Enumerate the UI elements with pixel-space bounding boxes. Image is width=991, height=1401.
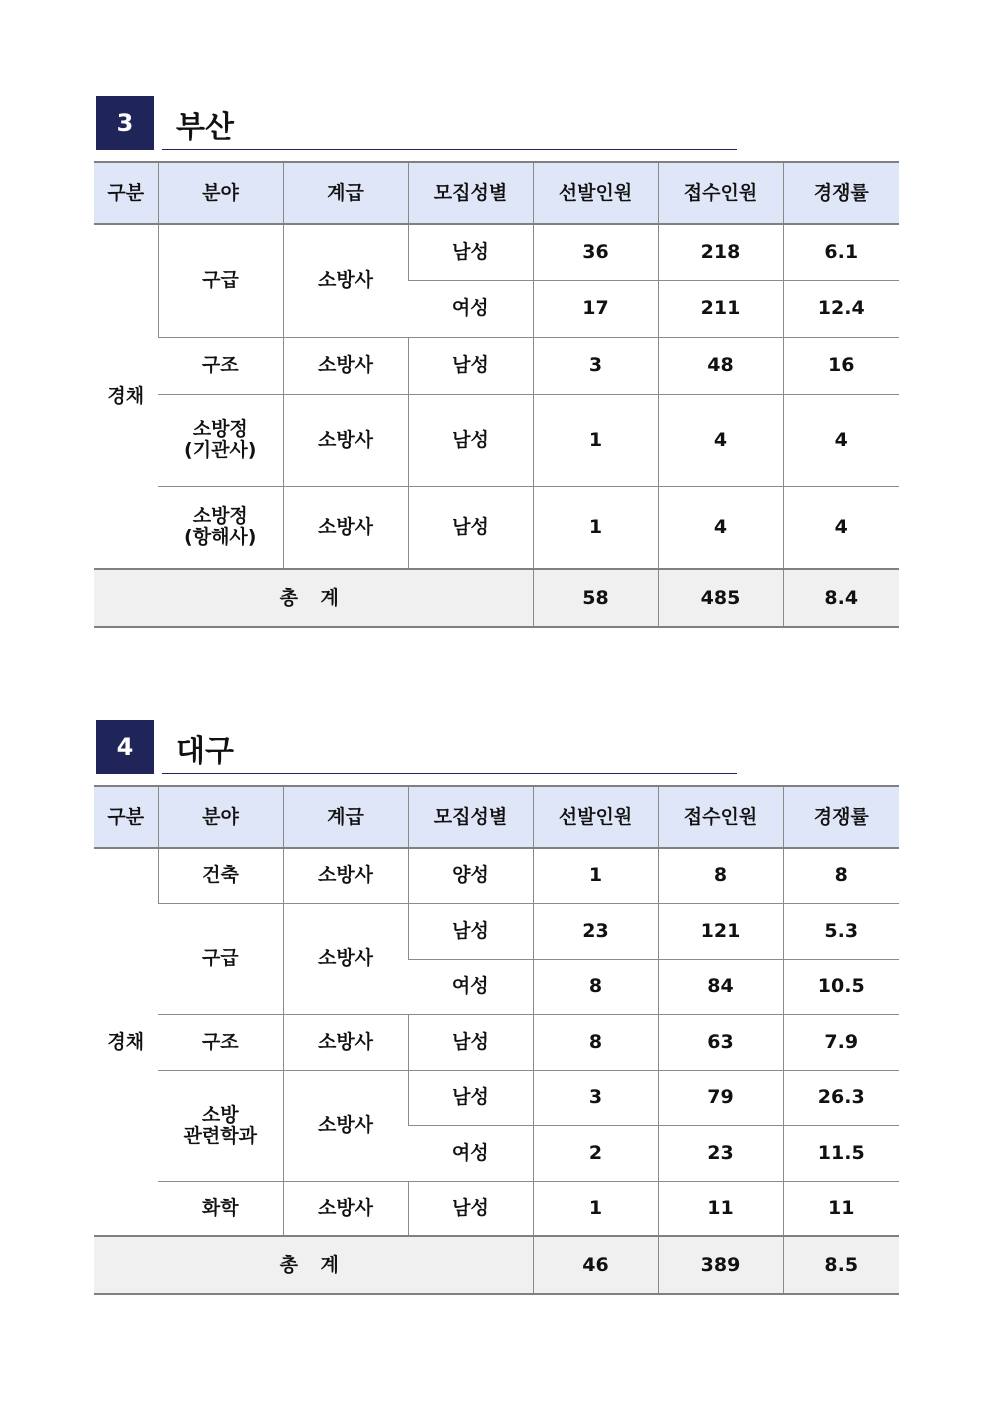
- rank-cell: 소방사: [283, 486, 408, 569]
- field-line: (기관사): [184, 439, 257, 461]
- applied-cell: 4: [658, 394, 783, 486]
- ratio-cell: 4: [783, 394, 899, 486]
- applied-cell: 218: [658, 224, 783, 280]
- selected-cell: 1: [533, 486, 658, 569]
- field-cell: [158, 486, 283, 569]
- rank-cell: 소방사: [283, 903, 408, 1014]
- field-cell: 구급: [158, 903, 283, 1014]
- gender-cell: 남성: [408, 1014, 533, 1070]
- header-rank: 계급: [283, 162, 408, 224]
- gender-cell: 양성: [408, 848, 533, 903]
- field-line: (항해사): [184, 526, 257, 549]
- ratio-cell: 11.5: [783, 1125, 899, 1181]
- ratio-cell: 7.9: [783, 1014, 899, 1070]
- table-row: [94, 848, 899, 903]
- total-row: [94, 1236, 899, 1294]
- gender-cell: 여성: [408, 280, 533, 337]
- gender-cell: 남성: [408, 337, 533, 394]
- gender-cell: 남성: [408, 1070, 533, 1125]
- section-number-badge: 3: [96, 96, 154, 150]
- rank-cell: 소방사: [283, 224, 408, 337]
- table-header-row: [94, 786, 899, 848]
- field-cell: 구급: [158, 224, 283, 337]
- ratio-cell: 26.3: [783, 1070, 899, 1125]
- header-gender: 모집성별: [408, 786, 533, 848]
- applied-cell: 23: [658, 1125, 783, 1181]
- total-label: 총 계: [94, 569, 533, 627]
- table-row: [94, 1070, 899, 1125]
- header-category: 구분: [94, 786, 158, 848]
- recruitment-table: [94, 161, 899, 628]
- category-cell: 경채: [107, 385, 145, 408]
- field-cell: 건축: [158, 848, 283, 903]
- applied-cell: 121: [658, 903, 783, 959]
- header-gender: 모집성별: [408, 162, 533, 224]
- applied-cell: 79: [658, 1070, 783, 1125]
- selected-cell: 1: [533, 848, 658, 903]
- ratio-cell: 4: [783, 486, 899, 569]
- section-title: 대구: [176, 734, 234, 769]
- field-line: 소방: [201, 1103, 239, 1126]
- applied-cell: 211: [658, 280, 783, 337]
- section-busan: [94, 96, 899, 609]
- selected-cell: 17: [533, 280, 658, 337]
- header-field: 분야: [158, 162, 283, 224]
- gender-cell: 남성: [408, 394, 533, 486]
- field-line: 소방정: [192, 418, 248, 441]
- total-applied: 389: [658, 1236, 783, 1294]
- header-ratio: 경쟁률: [783, 786, 899, 848]
- field-cell: [158, 394, 283, 486]
- table-row: [94, 903, 899, 959]
- section-daegu: [94, 720, 899, 1276]
- ratio-cell: 12.4: [783, 280, 899, 337]
- field-cell: 화학: [158, 1181, 283, 1236]
- rank-cell: 소방사: [283, 848, 408, 903]
- table-row: [94, 1181, 899, 1236]
- total-ratio: 8.5: [783, 1236, 899, 1294]
- selected-cell: 1: [533, 1181, 658, 1236]
- total-selected: 58: [533, 569, 658, 627]
- selected-cell: 3: [533, 1070, 658, 1125]
- gender-cell: 여성: [408, 1125, 533, 1181]
- selected-cell: 1: [533, 394, 658, 486]
- ratio-cell: 10.5: [783, 959, 899, 1014]
- field-line: 관련학과: [183, 1124, 257, 1147]
- header-field: 분야: [158, 786, 283, 848]
- rank-cell: 소방사: [283, 394, 408, 486]
- ratio-cell: 11: [783, 1181, 899, 1236]
- ratio-cell: 6.1: [783, 224, 899, 280]
- section-header: [94, 96, 899, 152]
- ratio-cell: 5.3: [783, 903, 899, 959]
- ratio-cell: 8: [783, 848, 899, 903]
- table-row: [94, 394, 899, 486]
- applied-cell: 4: [658, 486, 783, 569]
- table-header-row: [94, 162, 899, 224]
- title-underline: [162, 149, 737, 150]
- total-applied: 485: [658, 569, 783, 627]
- total-selected: 46: [533, 1236, 658, 1294]
- applied-cell: 84: [658, 959, 783, 1014]
- gender-cell: 남성: [408, 486, 533, 569]
- header-rank: 계급: [283, 786, 408, 848]
- field-cell: 구조: [158, 1014, 283, 1070]
- total-ratio: 8.4: [783, 569, 899, 627]
- recruitment-table: [94, 785, 899, 1295]
- table-row: [94, 1014, 899, 1070]
- header-category: 구분: [94, 162, 158, 224]
- field-line: 소방정: [192, 505, 248, 528]
- rank-cell: 소방사: [283, 1070, 408, 1181]
- rank-cell: 소방사: [283, 337, 408, 394]
- section-number-badge: 4: [96, 720, 154, 774]
- total-label: 총 계: [94, 1236, 533, 1294]
- gender-cell: 여성: [408, 959, 533, 1014]
- gender-cell: 남성: [408, 903, 533, 959]
- category-cell: 경채: [107, 1030, 145, 1053]
- total-row: [94, 569, 899, 627]
- field-cell: 구조: [158, 337, 283, 394]
- applied-cell: 11: [658, 1181, 783, 1236]
- applied-cell: 8: [658, 848, 783, 903]
- header-selected: 선발인원: [533, 162, 658, 224]
- applied-cell: 63: [658, 1014, 783, 1070]
- selected-cell: 8: [533, 959, 658, 1014]
- gender-cell: 남성: [408, 224, 533, 280]
- header-applied: 접수인원: [658, 162, 783, 224]
- header-applied: 접수인원: [658, 786, 783, 848]
- title-underline: [162, 773, 737, 774]
- section-header: [94, 720, 899, 776]
- applied-cell: 48: [658, 337, 783, 394]
- selected-cell: 36: [533, 224, 658, 280]
- field-cell: [158, 1070, 283, 1181]
- table-row: [94, 486, 899, 569]
- section-title: 부산: [176, 110, 234, 145]
- header-ratio: 경쟁률: [783, 162, 899, 224]
- table-row: [94, 337, 899, 394]
- selected-cell: 8: [533, 1014, 658, 1070]
- ratio-cell: 16: [783, 337, 899, 394]
- selected-cell: 2: [533, 1125, 658, 1181]
- selected-cell: 3: [533, 337, 658, 394]
- table-row: [94, 224, 899, 280]
- gender-cell: 남성: [408, 1181, 533, 1236]
- header-selected: 선발인원: [533, 786, 658, 848]
- rank-cell: 소방사: [283, 1014, 408, 1070]
- selected-cell: 23: [533, 903, 658, 959]
- rank-cell: 소방사: [283, 1181, 408, 1236]
